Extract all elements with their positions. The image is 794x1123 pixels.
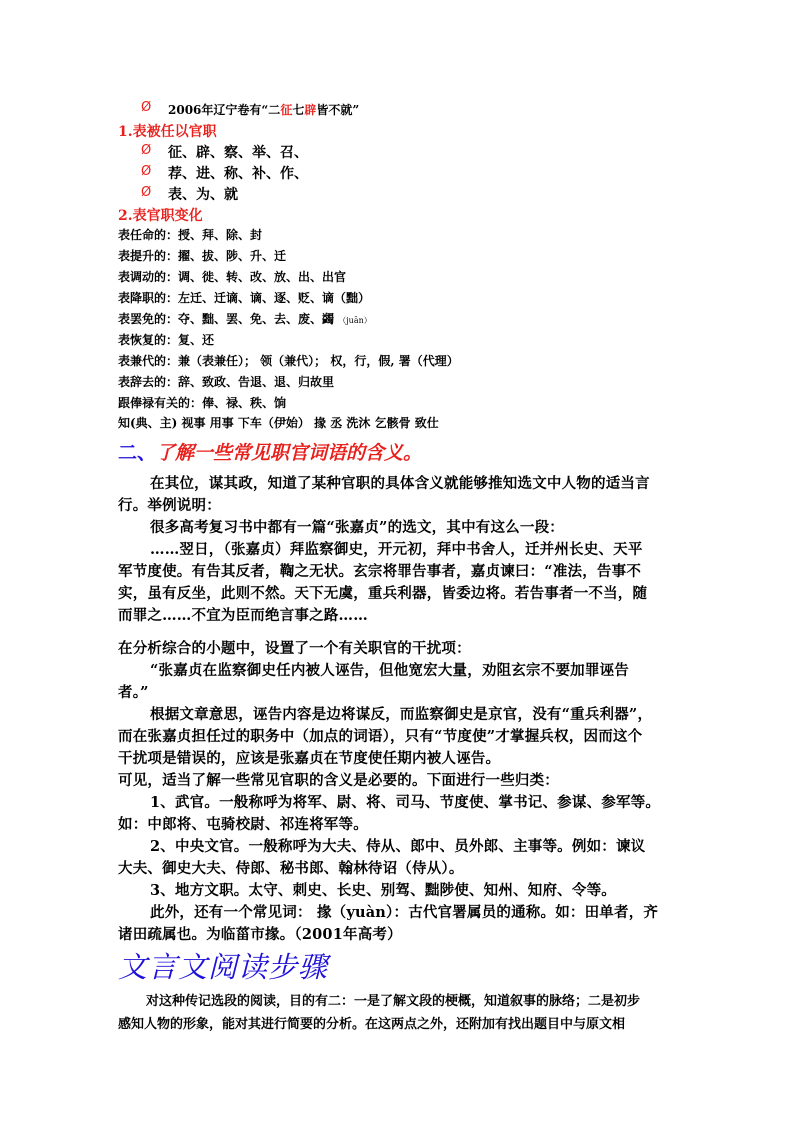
section2-line-text: 表罢免的：夺、黜、罢、免、去、废、蠲 bbox=[118, 312, 335, 326]
body-line: 可见，适当了解一些常见官职的含义是必要的。下面进行一些归类： bbox=[118, 772, 559, 789]
body-line: 在其位，谋其政，知道了某种官职的具体含义就能够推知选文中人物的适当言 bbox=[150, 475, 650, 492]
body-line: 干扰项是错误的，应该是张嘉贞在节度使任期内被人诬告。 bbox=[118, 750, 501, 767]
bullet-icon: Ø bbox=[141, 164, 152, 179]
body-line: 此外，还有一个常见词： 掾（yuàn）：古代官署属员的通称。如：田单者，齐 bbox=[150, 904, 659, 921]
body-line: 大夫、御史大夫、侍郎、秘书郎、翰林待诏（侍从）。 bbox=[118, 860, 464, 877]
intro-line bbox=[168, 101, 359, 118]
body-line: 根据文章意思，诬告内容是边将谋反，而监察御史是京官，没有“重兵利器”， bbox=[150, 706, 653, 723]
body-line: “张嘉贞在监察御史任内被人诬告，但他宽宏大量，劝阻玄宗不要加罪诬告 bbox=[150, 662, 629, 679]
body-line: 者。” bbox=[118, 684, 149, 701]
body-line: 2、中央文官。一般称呼为大夫、侍从、郎中、员外郎、主事等。例如：谏议 bbox=[150, 838, 646, 855]
section2-line: 表调动的：调、徙、转、改、放、出、出官 bbox=[118, 270, 347, 284]
body-line: 而罪之……不宜为臣而绝言事之路…… bbox=[118, 607, 368, 624]
section2-title: 2.表官职变化 bbox=[118, 208, 203, 224]
body-line: ……翌日，（张嘉贞）拜监察御史，开元初，拜中书舍人，迁并州长史、天平 bbox=[150, 541, 643, 558]
intro-prefix: 2006年辽宁卷有“二 bbox=[168, 103, 281, 117]
section2-line: 表提升的：擢、拔、陟、升、迁 bbox=[118, 249, 287, 263]
intro-red-char-2: 辟 bbox=[304, 103, 317, 117]
body-line: 在分析综合的小题中，设置了一个有关职官的干扰项： bbox=[118, 640, 471, 657]
body-line: 行。举例说明： bbox=[118, 497, 221, 514]
body-line: 诸田疏属也。为临菑市掾。（2001年高考） bbox=[118, 926, 402, 943]
section3-number: 二、 bbox=[118, 442, 157, 464]
section3-title: 了解一些常见职官词语的含义。 bbox=[156, 442, 423, 464]
intro-red-char-1: 征 bbox=[280, 103, 293, 117]
section2-line: 表降职的：左迁、迁谪、谪、逐、贬、谪（黜） bbox=[118, 291, 371, 305]
section2-line: 表兼代的：兼（表兼任）； 领（兼代）； 权，行，假, 署（代理） bbox=[118, 354, 459, 368]
section2-line: 表恢复的：复、还 bbox=[118, 333, 215, 347]
section2-line: 表辞去的：辞、致政、告退、退、归故里 bbox=[118, 375, 335, 389]
body-line: 如：中郎将、屯骑校尉、祁连将军等。 bbox=[118, 816, 368, 833]
section1-item: 表、为、就 bbox=[168, 187, 238, 203]
bullet-icon: Ø bbox=[141, 143, 152, 158]
body-line: 实，虽有反坐，此则不然。天下无虞，重兵利器，皆委边将。若告事者一不当，随 bbox=[118, 585, 648, 602]
section2-line bbox=[118, 310, 372, 327]
section1-title: 1.表被任以官职 bbox=[118, 124, 217, 140]
body-line: 1、武官。一般称呼为将军、尉、将、司马、节度使、掌书记、参谋、参军等。 bbox=[150, 794, 661, 811]
body-line: 3、地方文职。太守、刺史、长史、别驾、黜陟使、知州、知府、令等。 bbox=[150, 882, 616, 899]
body-line: 对这种传记选段的阅读，目的有二：一是了解文段的梗概，知道叙事的脉络；二是初步 bbox=[146, 994, 641, 1009]
body-line: 军节度使。有告其反者，鞫之无状。玄宗将罪告事者，嘉贞谏曰：“准法，告事不 bbox=[118, 563, 642, 580]
section3-heading bbox=[118, 438, 422, 465]
bullet-icon: Ø bbox=[141, 185, 152, 200]
body-line: 感知人物的形象，能对其进行简要的分析。在这两点之外，还附加有找出题目中与原文相 bbox=[118, 1017, 626, 1032]
section2-line: 跟俸禄有关的：俸、禄、秩、饷 bbox=[118, 396, 287, 410]
bullet-icon: Ø bbox=[141, 100, 152, 115]
intro-mid: 七 bbox=[292, 103, 305, 117]
intro-suffix: 皆不就” bbox=[316, 103, 360, 117]
section1-item: 荐、进、称、补、作、 bbox=[168, 166, 308, 182]
pinyin-note: （juān） bbox=[338, 316, 372, 325]
body-line: 而在张嘉贞担任过的职务中（加点的词语），只有“节度使”才掌握兵权，因而这个 bbox=[118, 728, 643, 745]
body-line: 很多高考复习书中都有一篇“张嘉贞”的选文，其中有这么一段： bbox=[150, 519, 564, 536]
section2-line: 知(典、主) 视事 用事 下车（伊始） 掾 丞 洗沐 乞骸骨 致仕 bbox=[118, 416, 439, 430]
section1-item: 征、辟、察、举、召、 bbox=[168, 145, 308, 161]
section4-title: 文言文阅读步骤 bbox=[118, 950, 329, 984]
section2-line: 表任命的：授、拜、除、封 bbox=[118, 228, 263, 242]
